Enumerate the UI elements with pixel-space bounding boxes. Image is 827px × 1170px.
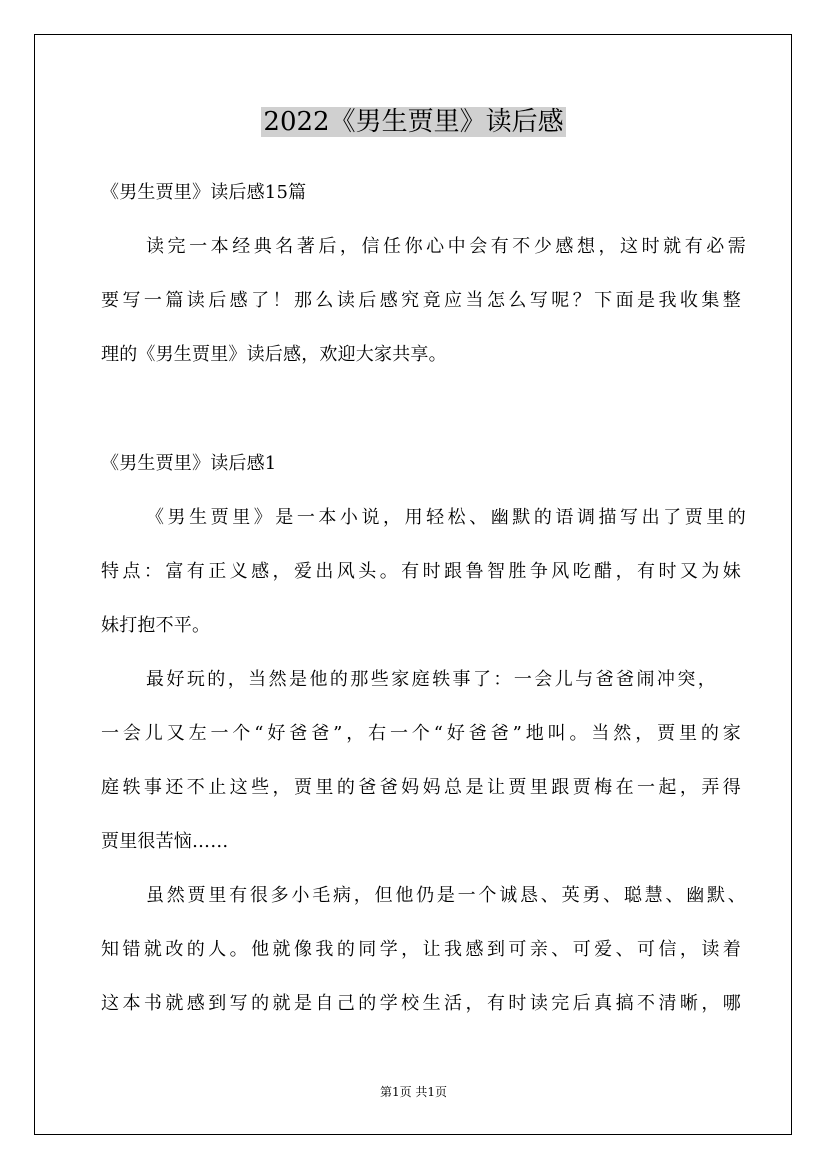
paragraph1-line-3: 妹打抱不平。 — [101, 615, 211, 636]
intro-line-3: 理的《男生贾里》读后感，欢迎大家共享。 — [101, 344, 447, 365]
intro-line-2: 要写一篇读后感了！那么读后感究竟应当怎么写呢？下面是我收集整 — [101, 290, 741, 311]
document-title — [0, 100, 827, 144]
subheading: 《男生贾里》读后感15篇 — [101, 182, 307, 203]
paragraph2-line-4: 贾里很苦恼…… — [101, 831, 229, 852]
intro-line-1: 读完一本经典名著后，信任你心中会有不少感想，这时就有必需 — [146, 236, 746, 257]
paragraph2-line-3: 庭轶事还不止这些，贾里的爸爸妈妈总是让贾里跟贾梅在一起，弄得 — [101, 777, 741, 798]
paragraph3-line-1: 虽然贾里有很多小毛病，但他仍是一个诚恳、英勇、聪慧、幽默、 — [146, 885, 746, 906]
paragraph2-line-1: 最好玩的，当然是他的那些家庭轶事了：一会儿与爸爸闹冲突， — [146, 669, 716, 690]
paragraph1-line-2: 特点：富有正义感，爱出风头。有时跟鲁智胜争风吃醋，有时又为妹 — [101, 561, 741, 582]
section-heading: 《男生贾里》读后感1 — [101, 453, 277, 474]
paragraph2-line-2: 一会儿又左一个“好爸爸”，右一个“好爸爸”地叫。当然，贾里的家 — [101, 723, 741, 744]
paragraph3-line-2: 知错就改的人。他就像我的同学，让我感到可亲、可爱、可信，读着 — [101, 939, 741, 960]
paragraph3-line-3: 这本书就感到写的就是自己的学校生活，有时读完后真搞不清晰，哪 — [101, 993, 741, 1014]
document-title-text: 2022《男生贾里》读后感 — [263, 107, 564, 137]
paragraph1-line-1: 《男生贾里》是一本小说，用轻松、幽默的语调描写出了贾里的 — [146, 507, 746, 528]
page-number-footer: 第1页 共1页 — [379, 1085, 448, 1099]
